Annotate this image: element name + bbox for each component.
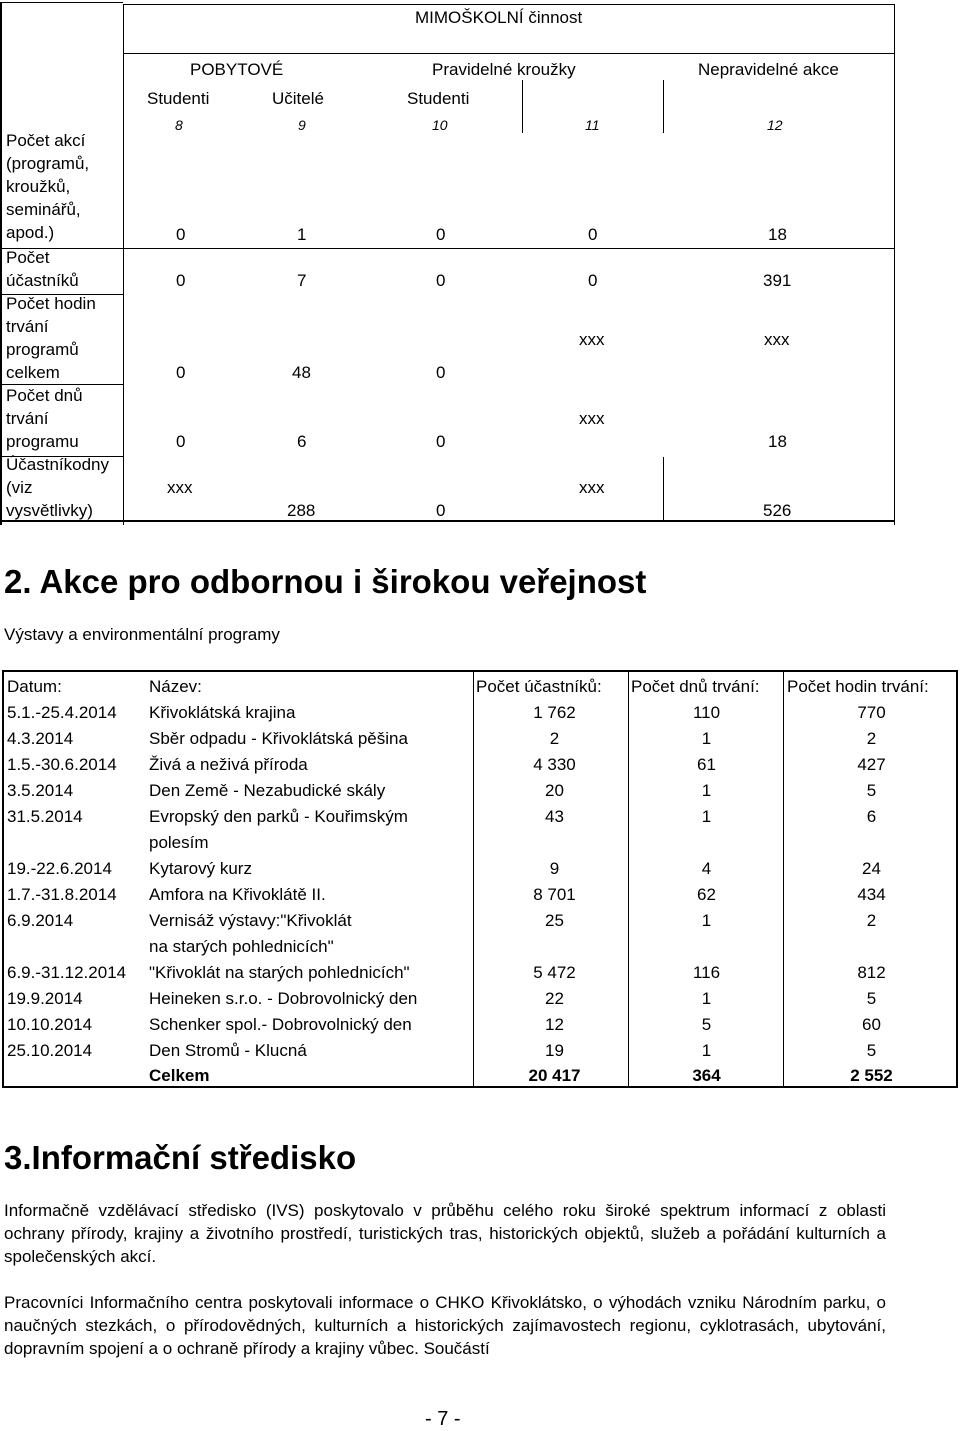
days-cell: 1 xyxy=(701,1041,712,1060)
date-cell: 6.9.-31.12.2014 xyxy=(7,963,127,982)
participants-cell: 25 xyxy=(545,911,564,930)
row-label: Počet hodin trvání programů celkem xyxy=(6,294,96,382)
group-header-krouzky: Pravidelné kroužky xyxy=(432,60,576,79)
table-cell: 288 xyxy=(287,501,316,520)
participants-cell: 9 xyxy=(549,859,560,878)
date-cell: 1.5.-30.6.2014 xyxy=(7,755,117,774)
column-number: 9 xyxy=(298,117,306,133)
section-subheading: Výstavy a environmentální programy xyxy=(4,625,280,644)
days-cell: 1 xyxy=(701,911,712,930)
table-cell: 0 xyxy=(176,225,186,244)
row-label: Počet účastníků xyxy=(6,248,79,290)
days-cell: 1 xyxy=(701,729,712,748)
date-cell: 31.5.2014 xyxy=(7,807,83,826)
participants-cell: 5 472 xyxy=(533,963,576,982)
date-cell: 1.7.-31.8.2014 xyxy=(7,885,117,904)
row-label: Účastníkodny (viz vysvětlivky) xyxy=(6,455,109,520)
name-cell: Křivoklátská krajina xyxy=(149,703,296,722)
table-cell: 391 xyxy=(763,271,792,290)
hours-cell: 2 xyxy=(866,729,877,748)
column-number: 11 xyxy=(585,117,600,133)
table-cell: 0 xyxy=(436,432,446,451)
date-cell: 10.10.2014 xyxy=(7,1015,93,1034)
table-column-rule xyxy=(663,457,664,522)
table-border-left xyxy=(0,2,2,525)
hours-cell: 812 xyxy=(857,963,886,982)
subheader-studenti: Studenti xyxy=(147,89,210,108)
section-heading: 3.Informační středisko xyxy=(4,1139,357,1176)
column-header: Počet hodin trvání: xyxy=(787,677,929,696)
participants-cell: 43 xyxy=(545,807,564,826)
column-header: Datum: xyxy=(7,677,62,696)
table-column-rule xyxy=(473,672,474,1086)
participants-cell: 20 xyxy=(545,781,564,800)
days-cell: 1 xyxy=(701,807,712,826)
table-border-right xyxy=(894,4,895,525)
hours-cell: 24 xyxy=(862,859,881,878)
section-heading: 2. Akce pro odbornou i širokou veřejnost xyxy=(4,563,647,600)
table-cell: 0 xyxy=(176,363,186,382)
page-number: - 7 - xyxy=(425,1408,461,1430)
name-cell: Evropský den parků - Kouřimským xyxy=(149,807,408,826)
subheader-studenti: Studenti xyxy=(407,89,470,108)
participants-cell: 19 xyxy=(545,1041,564,1060)
participants-cell: 1 762 xyxy=(533,703,576,722)
table-cell: 18 xyxy=(768,432,787,451)
table-cell: xxx xyxy=(579,409,605,428)
hours-cell: 60 xyxy=(862,1015,881,1034)
name-cell: Vernisáž výstavy:"Křivoklát xyxy=(149,911,352,930)
table-cell: xxx xyxy=(579,478,605,497)
days-cell: 110 xyxy=(692,703,721,722)
extracurricular-table xyxy=(0,0,960,525)
paragraph: Pracovníci Informačního centra poskytovali informace o CHKO Křivoklátsko, o výhodách vzniku Národním parku, o naučných stezkách, o přírodovědných, kulturních a historických zajímavostech regionu, cyklotrasách, ubytování, dopravním spojení a o ochraně přírody a krajiny vůbec. Součástí xyxy=(4,1293,886,1358)
table-cell: 0 xyxy=(436,271,446,290)
table-cell: 0 xyxy=(436,363,446,382)
name-cell: Živá a neživá příroda xyxy=(149,755,308,774)
date-cell: 4.3.2014 xyxy=(7,729,74,748)
total-hours: 2 552 xyxy=(850,1066,893,1085)
hours-cell: 427 xyxy=(857,755,886,774)
name-cell: Den Stromů - Klucná xyxy=(149,1041,307,1060)
table-cell: 1 xyxy=(297,225,307,244)
table-border-bottom xyxy=(0,520,895,522)
events-table xyxy=(2,670,958,1088)
hours-cell: 2 xyxy=(866,911,877,930)
name-cell: Heineken s.r.o. - Dobrovolnický den xyxy=(149,989,418,1008)
table-border-top xyxy=(123,4,894,5)
date-cell: 25.10.2014 xyxy=(7,1041,93,1060)
name-cell: polesím xyxy=(149,833,209,852)
table-cell: 526 xyxy=(763,501,792,520)
participants-cell: 4 330 xyxy=(533,755,576,774)
table-cell: 0 xyxy=(588,271,598,290)
table-border-top-left xyxy=(2,2,123,3)
hours-cell: 5 xyxy=(866,1041,877,1060)
column-number: 8 xyxy=(175,117,183,133)
days-cell: 5 xyxy=(701,1015,712,1034)
table-column-rule xyxy=(628,672,629,1086)
total-participants: 20 417 xyxy=(528,1066,581,1085)
days-cell: 116 xyxy=(692,963,721,982)
table-column-rule xyxy=(663,80,664,133)
participants-cell: 2 xyxy=(549,729,560,748)
hours-cell: 6 xyxy=(866,807,877,826)
table-cell: xxx xyxy=(579,330,605,349)
table-column-rule xyxy=(522,80,523,133)
days-cell: 1 xyxy=(701,781,712,800)
hours-cell: 5 xyxy=(866,781,877,800)
name-cell: Sběr odpadu - Křivoklátská pěšina xyxy=(149,729,408,748)
hours-cell: 434 xyxy=(857,885,886,904)
total-days: 364 xyxy=(692,1066,721,1085)
days-cell: 4 xyxy=(701,859,712,878)
table-column-rule xyxy=(123,4,124,525)
table-cell: 0 xyxy=(176,432,186,451)
table-cell: 6 xyxy=(297,432,307,451)
row-label: Počet akcí (programů, kroužků, seminářů, apod.) xyxy=(6,131,90,242)
column-header: Počet dnů trvání: xyxy=(631,677,760,696)
group-header-akce: Nepravidelné akce xyxy=(698,60,839,79)
date-cell: 5.1.-25.4.2014 xyxy=(7,703,117,722)
table-cell: 0 xyxy=(436,225,446,244)
table-cell: 7 xyxy=(297,271,307,290)
table-cell: xxx xyxy=(167,478,193,497)
date-cell: 19.9.2014 xyxy=(7,989,83,1008)
row-label: Počet dnů trvání programu xyxy=(6,386,83,451)
date-cell: 19.-22.6.2014 xyxy=(7,859,112,878)
table-cell: 0 xyxy=(436,501,446,520)
name-cell: Den Země - Nezabudické skály xyxy=(149,781,386,800)
participants-cell: 12 xyxy=(545,1015,564,1034)
total-label: Celkem xyxy=(149,1066,210,1085)
participants-cell: 22 xyxy=(545,989,564,1008)
table-column-rule xyxy=(783,672,784,1086)
date-cell: 6.9.2014 xyxy=(7,911,74,930)
column-number: 10 xyxy=(432,117,448,133)
days-cell: 62 xyxy=(697,885,716,904)
participants-cell: 8 701 xyxy=(533,885,576,904)
table-row-rule xyxy=(0,248,895,249)
table-cell: 0 xyxy=(588,225,598,244)
name-cell: na starých pohlednicích" xyxy=(149,937,334,956)
name-cell: Amfora na Křivoklátě II. xyxy=(149,885,326,904)
group-header-pobytove: POBYTOVÉ xyxy=(190,60,284,79)
name-cell: Schenker spol.- Dobrovolnický den xyxy=(149,1015,412,1034)
table-caption: MIMOŠKOLNÍ činnost xyxy=(415,8,583,27)
subheader-ucitele: Učitelé xyxy=(272,89,324,108)
table-cell: 0 xyxy=(176,271,186,290)
date-cell: 3.5.2014 xyxy=(7,781,74,800)
column-number: 12 xyxy=(767,117,783,133)
table-cell: xxx xyxy=(764,330,790,349)
paragraph: Informačně vzdělávací středisko (IVS) poskytovalo v průběhu celého roku široké spektrum informací z oblasti ochrany přírody, krajiny a životního prostředí, turistických tras, historických objektů, služeb a pořádání kulturních a společenských akcí. xyxy=(4,1201,886,1266)
table-cell: 48 xyxy=(292,363,311,382)
table-rule xyxy=(123,53,894,54)
hours-cell: 5 xyxy=(866,989,877,1008)
name-cell: "Křivoklát na starých pohlednicích" xyxy=(149,963,410,982)
column-header: Počet účastníků: xyxy=(476,677,602,696)
hours-cell: 770 xyxy=(857,703,886,722)
days-cell: 61 xyxy=(697,755,716,774)
days-cell: 1 xyxy=(701,989,712,1008)
column-header: Název: xyxy=(149,677,202,696)
table-cell: 18 xyxy=(768,225,787,244)
name-cell: Kytarový kurz xyxy=(149,859,252,878)
